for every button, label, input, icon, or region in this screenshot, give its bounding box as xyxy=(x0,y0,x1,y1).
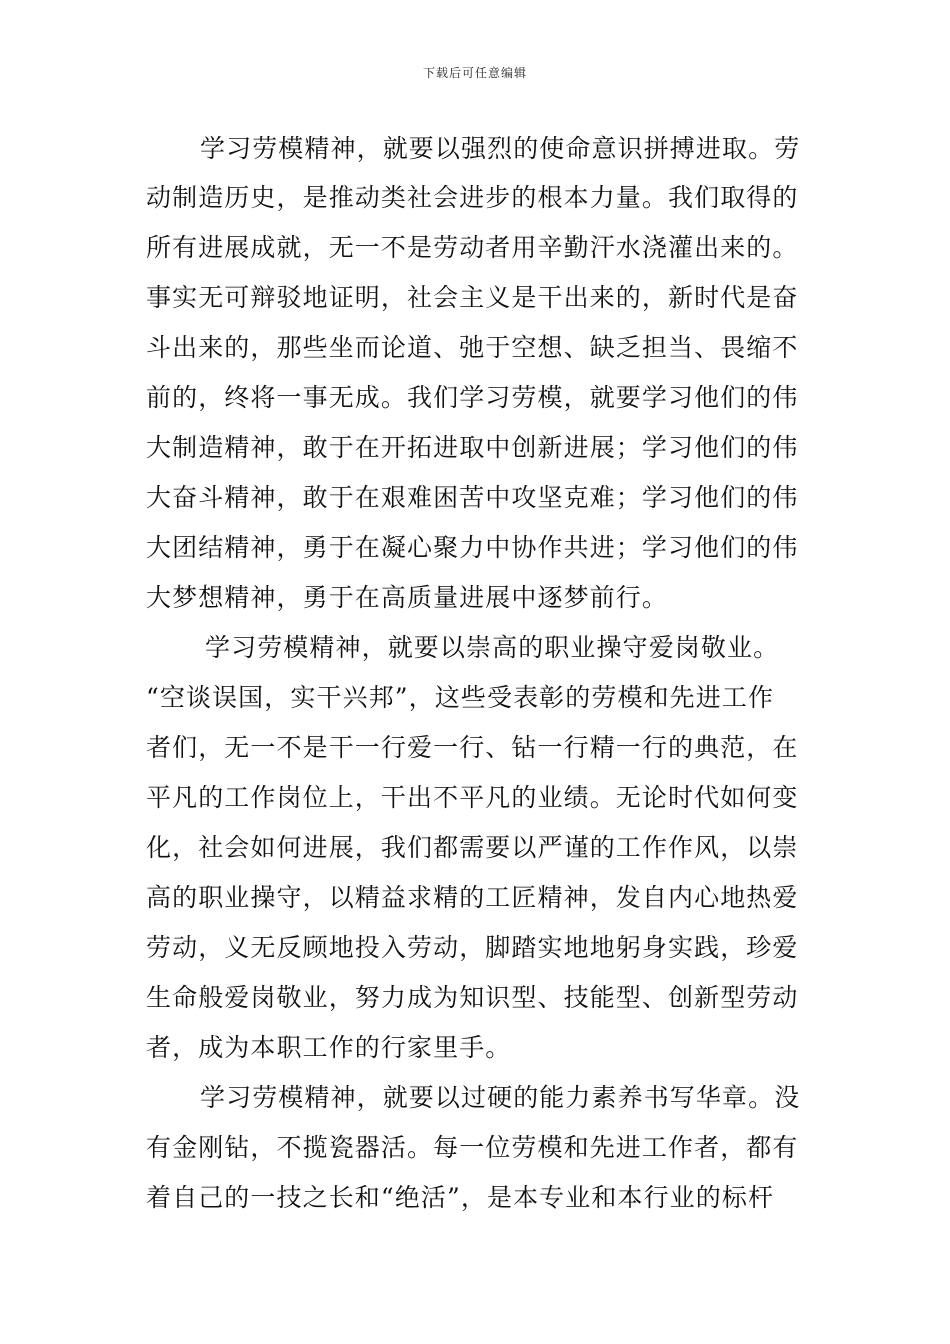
paragraph-line: 着自己的一技之长和“绝活”，是本专业和本行业的标杆 xyxy=(146,1183,775,1212)
paragraph-line: 前的，终将一事无成。我们学习劳模，就要学习他们的伟 xyxy=(146,383,799,412)
paragraph-line: “空谈误国，实干兴邦”，这些受表彰的劳模和先进工作 xyxy=(146,683,775,712)
paragraph-line: 大梦想精神，勇于在高质量进展中逐梦前行。 xyxy=(146,583,669,612)
paragraph-line: 大制造精神，敢于在开拓进取中创新进展；学习他们的伟 xyxy=(146,433,799,462)
paragraph-line: 大团结精神，勇于在凝心聚力中协作共进；学习他们的伟 xyxy=(146,533,799,562)
paragraph-line: 生命般爱岗敬业，努力成为知识型、技能型、创新型劳动 xyxy=(146,983,799,1012)
paragraph-line: 斗出来的，那些坐而论道、弛于空想、缺乏担当、畏缩不 xyxy=(146,333,799,362)
paragraph-line: 者们，无一不是干一行爱一行、钻一行精一行的典范，在 xyxy=(146,733,799,762)
paragraph-line: 所有进展成就，无一不是劳动者用辛勤汗水浇灌出来的。 xyxy=(146,233,799,262)
paragraph-line: 者，成为本职工作的行家里手。 xyxy=(146,1033,512,1062)
paragraph-line: 动制造历史，是推动类社会进步的根本力量。我们取得的 xyxy=(146,183,799,212)
paragraph-line: 有金刚钻，不揽瓷器活。每一位劳模和先进工作者，都有 xyxy=(146,1133,799,1162)
paragraph-line: 平凡的工作岗位上，干出不平凡的业绩。无论时代如何变 xyxy=(146,783,799,812)
paragraph-line: 事实无可辩驳地证明，社会主义是干出来的，新时代是奋 xyxy=(146,283,799,312)
paragraph-line: 学习劳模精神，就要以过硬的能力素养书写华章。没 xyxy=(200,1083,801,1112)
paragraph-line: 学习劳模精神，就要以强烈的使命意识拼搏进取。劳 xyxy=(200,134,801,163)
header-note: 下载后可任意编辑 xyxy=(422,66,527,80)
paragraph-line: 高的职业操守，以精益求精的工匠精神，发自内心地热爱 xyxy=(146,883,799,912)
paragraph-line: 化，社会如何进展，我们都需要以严谨的工作作风，以崇 xyxy=(146,833,799,862)
paragraph-line: 劳动，义无反顾地投入劳动，脚踏实地地躬身实践，珍爱 xyxy=(146,933,799,962)
paragraph-line: 大奋斗精神，敢于在艰难困苦中攻坚克难；学习他们的伟 xyxy=(146,483,799,512)
paragraph-line: 学习劳模精神，就要以崇高的职业操守爱岗敬业。 xyxy=(205,633,780,662)
